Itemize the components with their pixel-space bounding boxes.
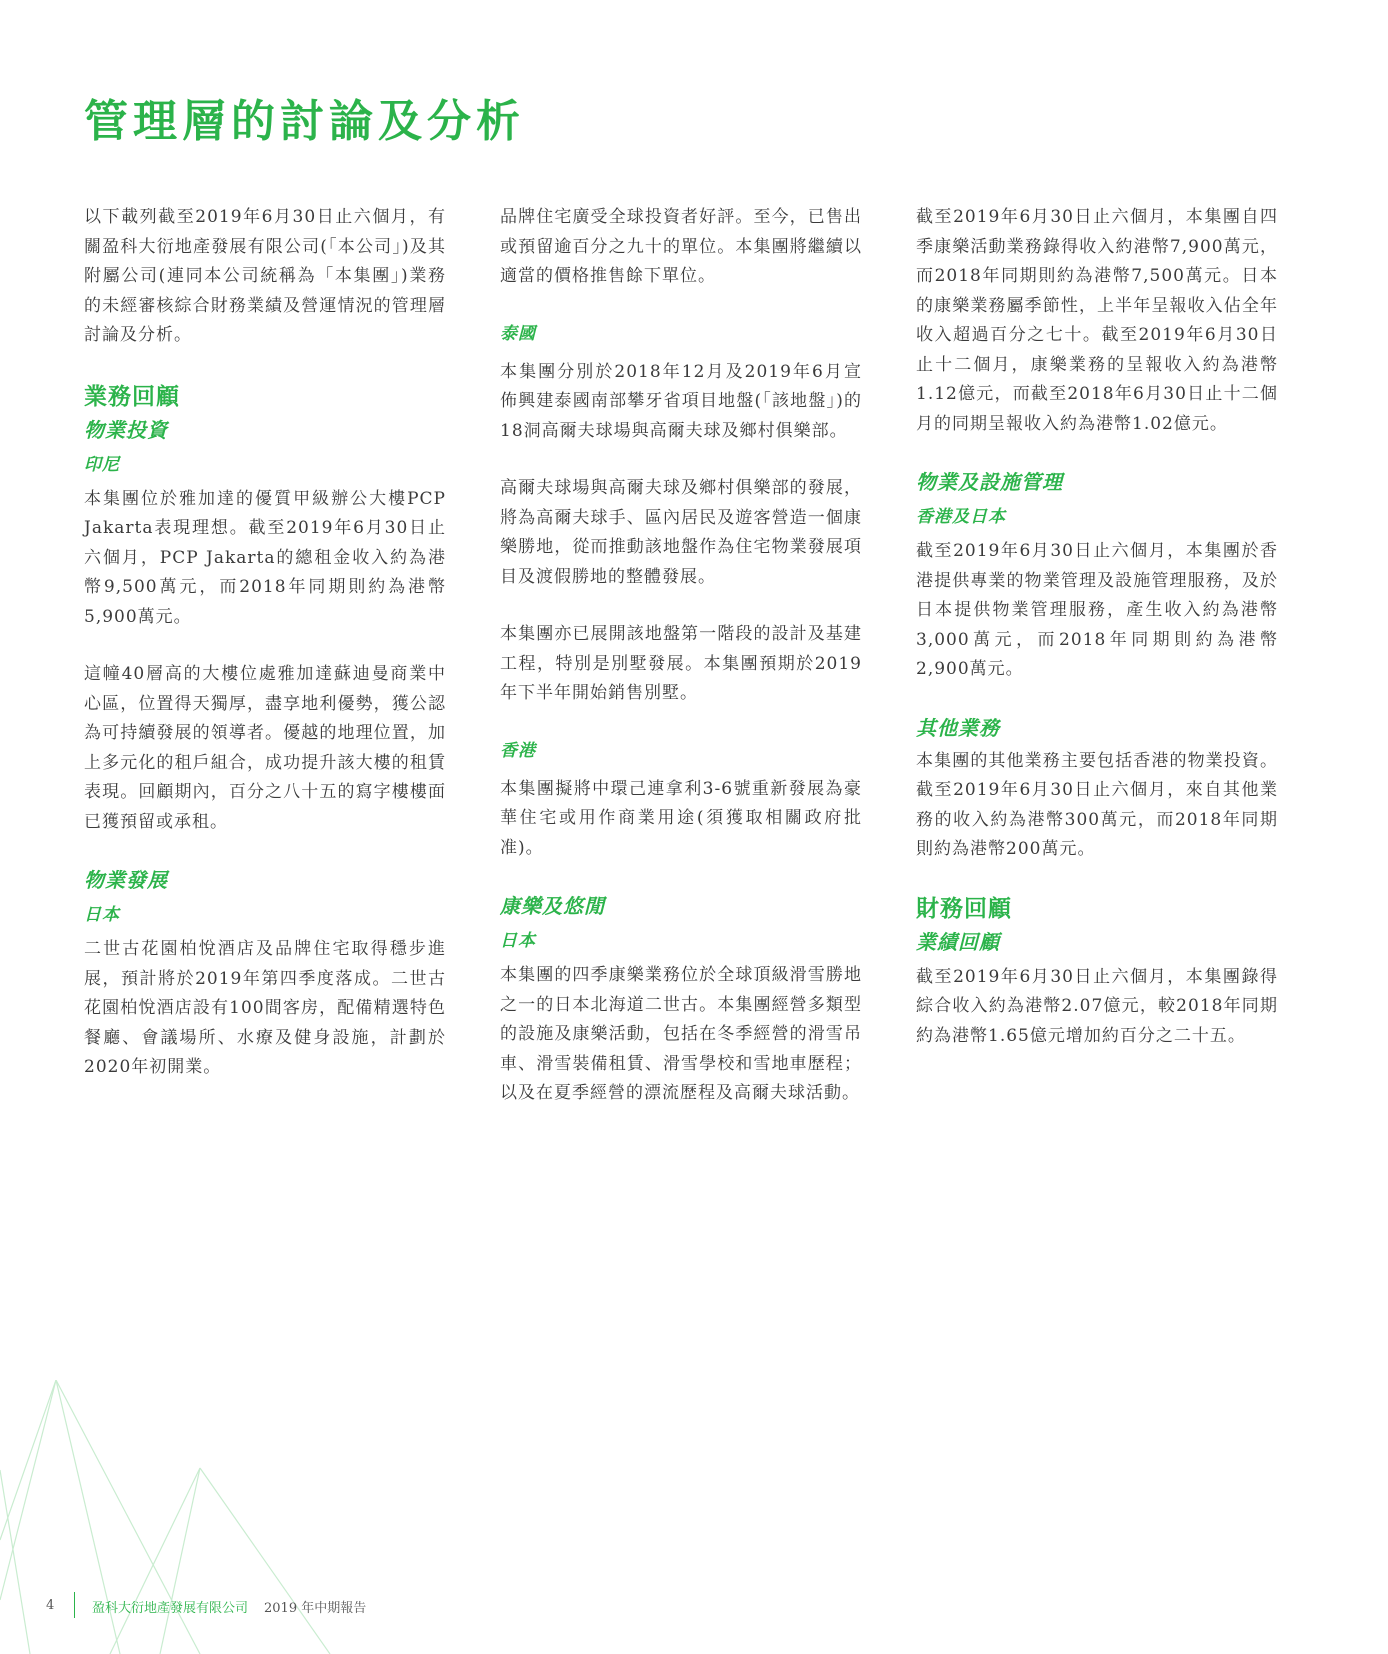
heading-leisure: 康樂及悠閒 — [500, 894, 605, 918]
heading-indonesia: 印尼 — [84, 454, 120, 475]
intro-paragraph: 以下載列截至2019年6月30日止六個月，有關盈科大衍地產發展有限公司(「本公司」)及其附屬公司(連同本公司統稱為「本集團」)業務的未經審核綜合財務業績及營運情況的管理層討論及分析。 — [84, 207, 446, 345]
japan-paragraph-1: 二世古花園柏悅酒店及品牌住宅取得穩步進展，預計將於2019年第四季度落成。二世古花園柏悅酒店設有100間客房，配備精選特色餐廳、會議場所、水療及健身設施，計劃於2020年初開業。 — [84, 939, 446, 1077]
heading-japan-leisure: 日本 — [500, 931, 536, 951]
heading-financial-review: 財務回顧 — [916, 894, 1012, 922]
heading-facility-management: 物業及設施管理 — [916, 470, 1063, 494]
thailand-paragraph-1: 本集團分別於2018年12月及2019年6月宣佈興建泰國南部攀牙省項目地盤(「該地盤」)的18洞高爾夫球場與高爾夫球及鄉村俱樂部。 — [500, 361, 862, 441]
footer-company-name: 盈科大衍地產發展有限公司 — [92, 1601, 249, 1616]
results-paragraph: 截至2019年6月30日止六個月，本集團錄得綜合收入約為港幣2.07億元，較2018年同期約為港幣1.65億元增加約百分之二十五。 — [916, 966, 1278, 1046]
footer-report-name: 2019 年中期報告 — [264, 1601, 367, 1616]
thailand-paragraph-2: 高爾夫球場與高爾夫球及鄉村俱樂部的發展，將為高爾夫球手、區內居民及遊客營造一個康樂勝地，從而推動該地盤作為住宅物業發展項目及渡假勝地的整體發展。 — [500, 478, 862, 587]
column-2 — [500, 203, 862, 1109]
heading-property-development: 物業發展 — [84, 868, 168, 892]
heading-business-review: 業務回顧 — [84, 382, 180, 410]
heading-results-review: 業績回顧 — [916, 929, 1000, 954]
page-number: 4 — [46, 1598, 55, 1613]
other-business-paragraph: 本集團的其他業務主要包括香港的物業投資。截至2019年6月30日止六個月，來自其他業務的收入約為港幣300萬元，而2018年同期則約為港幣200萬元。 — [916, 750, 1278, 859]
heading-japan: 日本 — [84, 905, 120, 925]
leisure-continued-paragraph: 截至2019年6月30日止六個月，本集團自四季康樂活動業務錄得收入約港幣7,900萬元，而2018年同期則約為港幣7,500萬元。日本的康樂業務屬季節性，上半年呈報收入佔全年收入超過百分之七十。截至2019年6月30日止十二個月，康樂業務的呈報收入約為港幣1.12億元，而截至2018年6月30日止十二個月的同期呈報收入約為港幣1.02億元。 — [916, 207, 1278, 434]
heading-thailand: 泰國 — [500, 323, 536, 344]
heading-other-business: 其他業務 — [916, 715, 1000, 740]
heading-hk-japan: 香港及日本 — [916, 507, 1006, 527]
hongkong-paragraph-1: 本集團擬將中環己連拿利3-6號重新發展為豪華住宅或用作商業用途(須獲取相關政府批准)。 — [500, 778, 862, 858]
indonesia-paragraph-1: 本集團位於雅加達的優質甲級辦公大樓PCP Jakarta表現理想。截至2019年6月30日止六個月，PCP Jakarta的總租金收入約為港幣9,500萬元，而2018年同期則約為港幣5,900萬元。 — [84, 488, 446, 627]
column-1 — [84, 203, 446, 1083]
column-3 — [916, 203, 1278, 1051]
facility-paragraph-1: 截至2019年6月30日止六個月，本集團於香港提供專業的物業管理及設施管理服務，及於日本提供物業管理服務，產生收入約為港幣3,000萬元，而2018年同期則約為港幣2,900萬元。 — [916, 541, 1278, 679]
continued-paragraph: 品牌住宅廣受全球投資者好評。至今，已售出或預留逾百分之九十的單位。本集團將繼續以適當的價格推售餘下單位。 — [500, 207, 862, 286]
heading-property-investment: 物業投資 — [84, 417, 168, 442]
indonesia-paragraph-2: 這幢40層高的大樓位處雅加達蘇迪曼商業中心區，位置得天獨厚，盡享地利優勢，獲公認為可持續發展的領導者。優越的地理位置，加上多元化的租戶組合，成功提升該大樓的租賃表現。回顧期內，百分之八十五的寫字樓樓面已獲預留或承租。 — [84, 664, 446, 832]
page-footer — [0, 1590, 700, 1620]
footer-divider — [74, 1592, 75, 1618]
thailand-paragraph-3: 本集團亦已展開該地盤第一階段的設計及基建工程，特別是別墅發展。本集團預期於2019年下半年開始銷售別墅。 — [500, 624, 862, 703]
heading-hongkong: 香港 — [500, 740, 536, 761]
leisure-paragraph-1: 本集團的四季康樂業務位於全球頂級滑雪勝地之一的日本北海道二世古。本集團經營多類型的設施及康樂活動，包括在冬季經營的滑雪吊車、滑雪裝備租賃、滑雪學校和雪地車歷程；以及在夏季經營的漂流歷程及高爾夫球活動。 — [500, 965, 862, 1103]
page-title: 管理層的討論及分析 — [84, 96, 525, 147]
